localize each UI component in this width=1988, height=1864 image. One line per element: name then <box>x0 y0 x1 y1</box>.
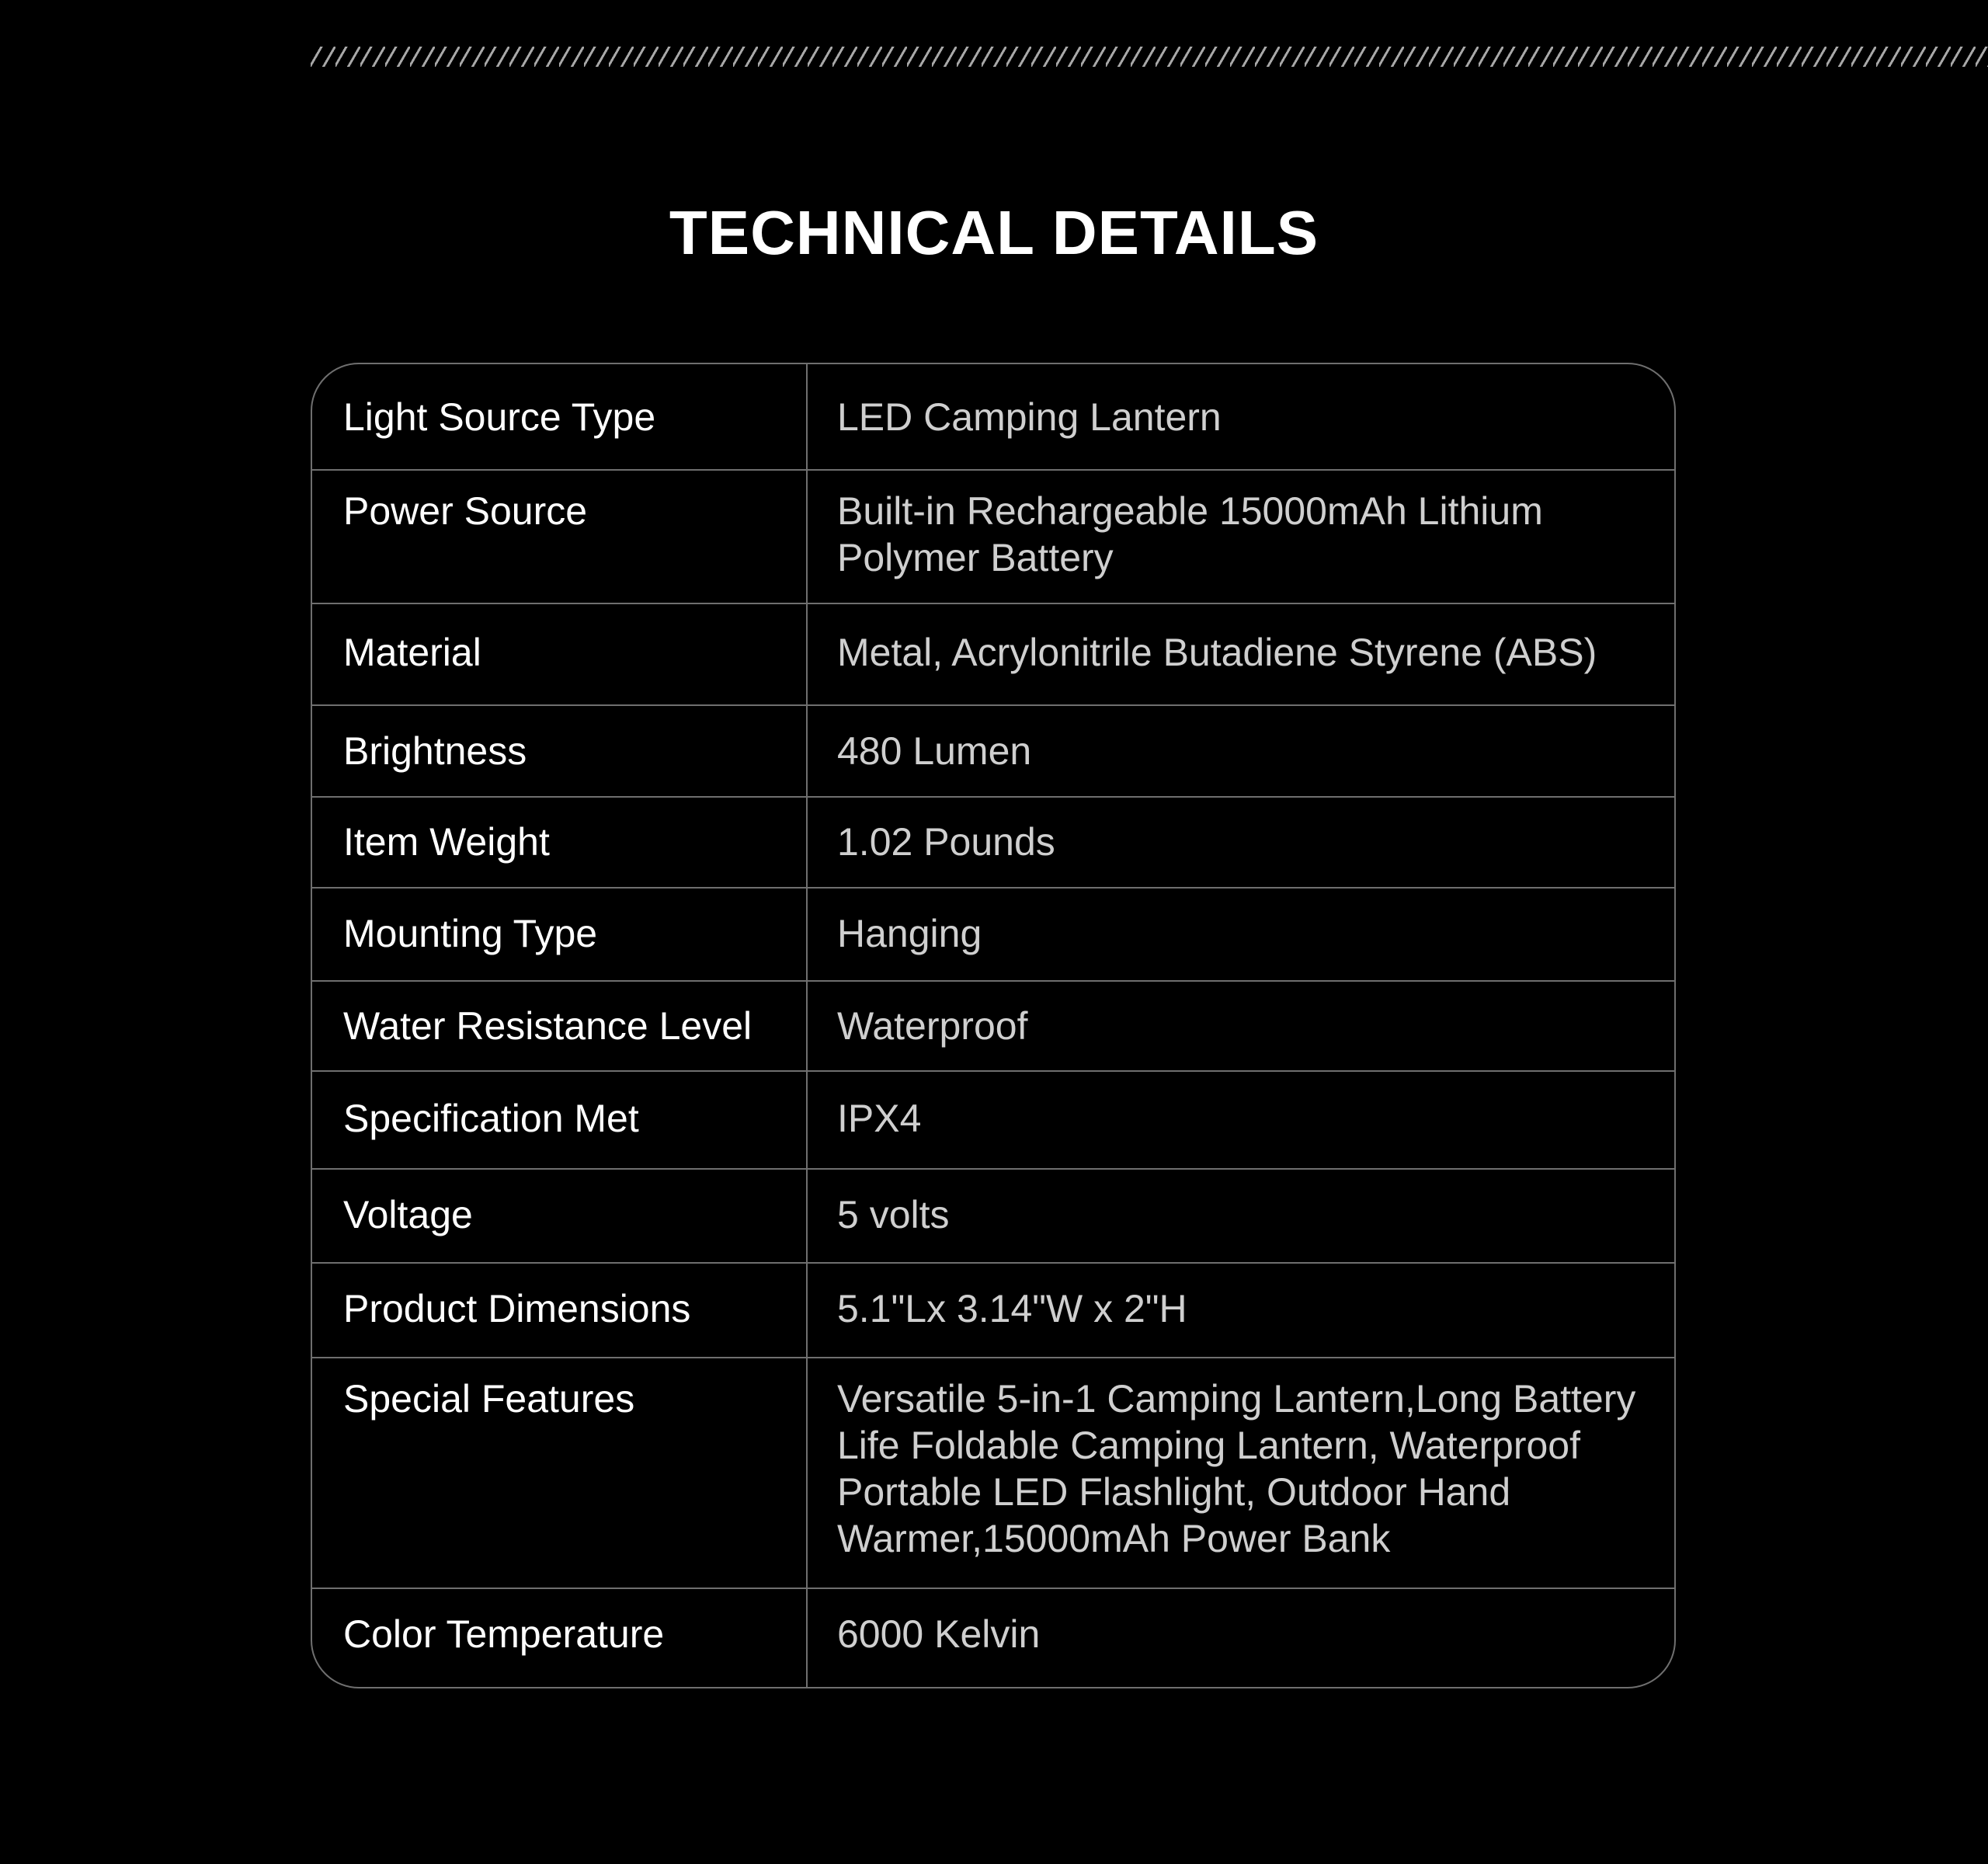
spec-value: 1.02 Pounds <box>837 820 1055 864</box>
spec-row-water-resistance-level <box>312 980 1674 1070</box>
decorative-slash-rule <box>311 47 1988 67</box>
spec-value: 5 volts <box>837 1193 950 1236</box>
spec-row-brightness <box>312 704 1674 796</box>
spec-row-mounting-type <box>312 887 1674 980</box>
spec-row-voltage <box>312 1168 1674 1262</box>
spec-value: LED Camping Lantern <box>837 395 1222 439</box>
spec-value: 5.1"Lx 3.14"W x 2"H <box>837 1287 1187 1330</box>
spec-row-product-dimensions <box>312 1262 1674 1357</box>
spec-label: Power Source <box>343 489 588 533</box>
spec-row-power-source <box>312 469 1674 603</box>
spec-row-color-temperature <box>312 1588 1674 1688</box>
spec-label: Water Resistance Level <box>343 1004 752 1048</box>
spec-label: Material <box>343 631 481 674</box>
spec-row-special-features <box>312 1357 1674 1588</box>
spec-value: 480 Lumen <box>837 729 1032 773</box>
spec-label: Item Weight <box>343 820 550 864</box>
page-title: TECHNICAL DETAILS <box>669 198 1319 267</box>
spec-row-light-source-type <box>312 364 1674 469</box>
spec-row-item-weight <box>312 796 1674 887</box>
spec-value: Versatile 5-in-1 Camping Lantern,Long Battery Life Foldable Camping Lantern, Waterproof Portable LED Flashlight, Outdoor Hand Warmer,15000mAh Power Bank <box>837 1377 1636 1560</box>
spec-value: IPX4 <box>837 1097 922 1140</box>
spec-label: Voltage <box>343 1193 473 1236</box>
spec-label: Specification Met <box>343 1097 639 1140</box>
spec-label: Brightness <box>343 729 527 773</box>
spec-value: Built-in Rechargeable 15000mAh Lithium Polymer Battery <box>837 489 1543 579</box>
spec-label: Mounting Type <box>343 912 598 955</box>
spec-value: 6000 Kelvin <box>837 1612 1041 1656</box>
spec-label: Color Temperature <box>343 1612 665 1656</box>
spec-value: Metal, Acrylonitrile Butadiene Styrene (ABS) <box>837 631 1597 674</box>
spec-table <box>311 363 1676 1688</box>
spec-row-material <box>312 603 1674 704</box>
spec-label: Special Features <box>343 1377 635 1421</box>
spec-label: Product Dimensions <box>343 1287 691 1330</box>
spec-row-specification-met <box>312 1070 1674 1168</box>
spec-value: Hanging <box>837 912 982 955</box>
spec-label: Light Source Type <box>343 395 656 439</box>
spec-value: Waterproof <box>837 1004 1028 1048</box>
